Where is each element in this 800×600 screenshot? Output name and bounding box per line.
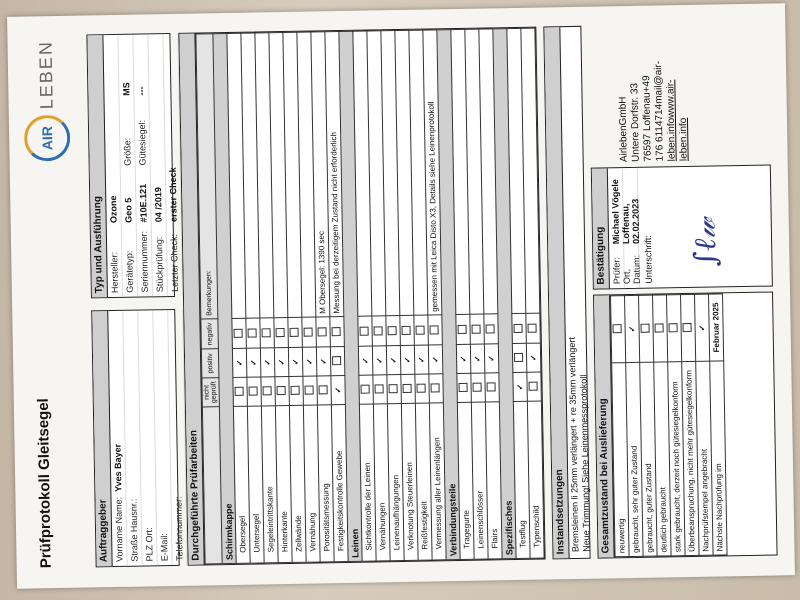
check-label: Flairs xyxy=(485,402,502,559)
checkbox-ng[interactable] xyxy=(401,374,416,403)
empty-checkbox[interactable] xyxy=(459,383,468,392)
check-label: Sichtkontrolle der Leinen xyxy=(359,404,376,561)
checkbox-neg[interactable] xyxy=(386,316,401,346)
typ-box xyxy=(86,33,180,298)
zustand-label: deutlich gebraucht xyxy=(654,362,671,556)
checkbox-neg[interactable] xyxy=(484,314,499,344)
kv-row: Letzter Check: erster Check xyxy=(163,34,183,296)
check-label: Vernähung xyxy=(303,405,320,562)
empty-checkbox[interactable] xyxy=(683,323,692,332)
col-bemerkungen: Bemerkungen: xyxy=(196,34,218,320)
empty-checkbox[interactable] xyxy=(319,386,328,395)
kv-row: Straße Hausnr.: xyxy=(123,311,142,566)
instandsetzungen-header: Instandsetzungen xyxy=(544,27,569,558)
check-label: Vernähungen xyxy=(373,404,390,561)
pruefer-row: Prüfer: Michael Vögele xyxy=(608,168,625,288)
zustand-mark[interactable] xyxy=(667,295,682,362)
check-label: Typenschild xyxy=(527,401,544,558)
checkbox-neg[interactable] xyxy=(414,315,429,345)
company-line: leben.infowww.air- xyxy=(665,79,678,162)
empty-checkbox[interactable] xyxy=(263,387,272,396)
checkbox-neg[interactable] xyxy=(316,317,331,347)
empty-checkbox[interactable] xyxy=(641,324,650,333)
col-positiv: positiv xyxy=(201,349,219,378)
check-note: M Obersegel: 1390 sec xyxy=(311,32,330,318)
empty-checkbox[interactable] xyxy=(248,329,257,338)
section-label: Verbindungsteile xyxy=(437,30,460,560)
empty-checkbox[interactable] xyxy=(361,385,370,394)
section-label: Leinen xyxy=(339,31,362,561)
checkbox-pos[interactable]: ✓ xyxy=(274,347,289,376)
empty-checkbox[interactable] xyxy=(305,386,314,395)
empty-checkbox[interactable] xyxy=(431,384,440,393)
zustand-label: Nachprüfstempel angebracht xyxy=(696,361,713,555)
kv-row: Gerätetyp: Geo 5 Größe: MS xyxy=(118,35,138,297)
checkbox-ng[interactable]: ✓ xyxy=(331,375,346,404)
checkbox-neg[interactable] xyxy=(274,318,289,348)
checkbox-pos[interactable]: ✓ xyxy=(232,348,247,377)
empty-checkbox[interactable] xyxy=(262,329,271,338)
checkbox-pos[interactable] xyxy=(330,346,345,375)
checks-table xyxy=(195,28,544,565)
empty-checkbox[interactable] xyxy=(388,326,397,335)
gesamtzustand-table xyxy=(610,293,728,557)
empty-checkbox[interactable] xyxy=(277,387,286,396)
check-label: Tragegurte xyxy=(457,402,474,559)
checkbox-neg[interactable] xyxy=(512,314,527,344)
col-nicht-geprueft: nicht geprüft xyxy=(202,378,220,407)
bestaetigung-box xyxy=(591,165,773,290)
auftraggeber-header: Auftraggeber xyxy=(92,311,112,566)
zustand-mark[interactable] xyxy=(611,296,626,363)
checkbox-ng[interactable] xyxy=(527,372,542,401)
bestaetigung-header: Bestätigung xyxy=(592,168,610,288)
checkbox-neg[interactable] xyxy=(526,314,541,344)
empty-checkbox[interactable] xyxy=(402,326,411,335)
checkbox-ng[interactable] xyxy=(359,375,374,404)
check-label: Testflug xyxy=(513,401,530,558)
checkbox-ng[interactable] xyxy=(303,376,318,405)
checkbox-ng[interactable] xyxy=(317,376,332,405)
zustand-label: stark gebraucht, derzeit noch gütesiegelkonform xyxy=(668,362,685,556)
empty-checkbox[interactable] xyxy=(486,325,495,334)
empty-checkbox[interactable] xyxy=(655,324,664,333)
empty-checkbox[interactable] xyxy=(528,324,537,333)
empty-checkbox[interactable] xyxy=(417,384,426,393)
zustand-mark[interactable] xyxy=(639,295,654,362)
check-note: Messung bei derzeitigem Zustand nicht erforderlich xyxy=(325,32,344,318)
zustand-mark[interactable]: ✓ xyxy=(625,295,640,362)
col-negativ: negativ xyxy=(201,319,219,349)
checkbox-ng[interactable]: ✓ xyxy=(513,372,528,401)
checkbox-neg[interactable] xyxy=(330,317,345,347)
check-label: Porositätsmessung xyxy=(317,405,334,562)
zustand-label: neuwertig xyxy=(612,363,629,557)
empty-checkbox[interactable] xyxy=(290,328,299,337)
kv-row: Vorname Name: Yves Bayer xyxy=(108,311,127,566)
empty-checkbox[interactable] xyxy=(332,327,341,336)
checkbox-ng[interactable] xyxy=(387,375,402,404)
instandsetzungen-line: Neue Trimmung! Siehe Leinenmessprotokoll xyxy=(578,374,592,552)
empty-checkbox[interactable] xyxy=(458,325,467,334)
zustand-mark[interactable]: ✓ xyxy=(695,294,710,361)
kv-row: Hersteller: Ozone xyxy=(103,35,123,297)
kv-row: Stückprüfung: 04 /2019 xyxy=(148,34,168,296)
zustand-label: gebraucht, guter Zustand xyxy=(640,362,657,556)
instandsetzungen-box xyxy=(543,26,590,560)
empty-checkbox[interactable] xyxy=(389,385,398,394)
company-line: Untere Dorfstr. 33 xyxy=(629,82,642,162)
typ-header: Typ und Ausführung xyxy=(87,35,108,297)
instandsetzungen-line: Bremsleinen li 25mm verlängert + re 35mm verlängert xyxy=(566,337,581,553)
signature: ∫ℓ𝓌 xyxy=(687,217,724,267)
checkbox-pos[interactable]: ✓ xyxy=(428,345,443,374)
empty-checkbox[interactable] xyxy=(514,324,523,333)
checkbox-neg[interactable] xyxy=(372,316,387,346)
empty-checkbox[interactable] xyxy=(291,386,300,395)
checkbox-neg[interactable] xyxy=(400,316,415,346)
zustand-label: gebraucht, sehr guter Zustand xyxy=(626,362,643,556)
checkbox-pos[interactable]: ✓ xyxy=(484,344,499,373)
checkbox-pos[interactable]: ✓ xyxy=(400,345,415,374)
paper-sheet xyxy=(7,3,795,588)
empty-checkbox[interactable] xyxy=(669,324,678,333)
company-line: 76597 Loffenau+49 xyxy=(641,75,654,162)
checkbox-pos[interactable]: ✓ xyxy=(358,346,373,375)
kv-row: E-Mail: xyxy=(153,310,172,565)
unterschrift-label: Unterschrift: xyxy=(642,235,654,284)
checkbox-pos[interactable]: ✓ xyxy=(246,348,261,377)
company-line: 176 6114714mail@air- xyxy=(652,60,666,162)
zustand-mark[interactable]: Februar 2025 xyxy=(709,294,724,361)
empty-checkbox[interactable] xyxy=(529,382,538,391)
empty-checkbox[interactable] xyxy=(430,326,439,335)
checkbox-pos[interactable]: ✓ xyxy=(288,347,303,376)
empty-checkbox[interactable] xyxy=(613,325,622,334)
check-label: Verknotung Steuerleinen xyxy=(401,403,418,560)
company-line: leben.info xyxy=(677,117,690,162)
check-label: Obersegel xyxy=(233,406,250,563)
kv-row: Telefonnummer: xyxy=(168,310,187,565)
empty-checkbox[interactable] xyxy=(332,357,341,366)
empty-checkbox[interactable] xyxy=(473,383,482,392)
check-label: Zellwände xyxy=(289,405,306,562)
checkbox-neg[interactable] xyxy=(246,318,261,348)
empty-checkbox[interactable] xyxy=(304,328,313,337)
zustand-label: Nächste Nachprüfung im xyxy=(710,361,727,555)
empty-checkbox[interactable] xyxy=(375,385,384,394)
empty-checkbox[interactable] xyxy=(487,383,496,392)
check-label: Hinterkante xyxy=(275,405,292,562)
checkbox-ng[interactable] xyxy=(289,376,304,405)
checkbox-ng[interactable] xyxy=(471,373,486,402)
zustand-label: Überbeanspruchung, nicht mehr gütesiegelkonform xyxy=(682,361,699,555)
checkbox-ng[interactable] xyxy=(373,375,388,404)
checkbox-pos[interactable] xyxy=(512,343,527,372)
zustand-mark[interactable] xyxy=(681,294,696,361)
checkbox-pos[interactable]: ✓ xyxy=(470,344,485,373)
checkbox-pos[interactable]: ✓ xyxy=(316,347,331,376)
document-title: Prüfprotokoll Gleitsegel xyxy=(34,398,55,569)
empty-checkbox[interactable] xyxy=(360,327,369,336)
document-page xyxy=(16,9,786,582)
ort-datum-row: Ort, Datum: Loffenau, 02.02.2023 xyxy=(623,168,640,288)
checkbox-ng[interactable] xyxy=(247,377,262,406)
checkbox-neg[interactable] xyxy=(260,318,275,348)
checkbox-ng[interactable] xyxy=(457,373,472,402)
checkbox-pos[interactable]: ✓ xyxy=(456,344,471,373)
auftraggeber-box xyxy=(91,309,185,567)
checkbox-neg[interactable] xyxy=(302,317,317,347)
checkbox-pos[interactable]: ✓ xyxy=(414,345,429,374)
check-label: Vermessung aller Leinenlängen xyxy=(429,403,446,560)
check-note: gemessen mit Leica Disto X3, Details siehe Leinenprotokoll xyxy=(423,30,442,316)
logo-text: LEBEN xyxy=(34,39,57,110)
checkbox-pos[interactable]: ✓ xyxy=(372,346,387,375)
checkbox-pos[interactable]: ✓ xyxy=(260,348,275,377)
empty-checkbox[interactable] xyxy=(374,327,383,336)
checkbox-neg[interactable] xyxy=(288,318,303,348)
airleben-logo xyxy=(22,40,70,162)
checkbox-ng[interactable] xyxy=(233,377,248,406)
check-label: Leinenschlösser xyxy=(471,402,488,559)
empty-checkbox[interactable] xyxy=(235,387,244,396)
checkbox-pos[interactable]: ✓ xyxy=(526,343,541,372)
checkbox-neg[interactable] xyxy=(358,316,373,346)
check-label: Segeleintrittskante xyxy=(261,406,278,563)
checkbox-pos[interactable]: ✓ xyxy=(302,347,317,376)
company-address xyxy=(616,21,690,162)
empty-checkbox[interactable] xyxy=(403,384,412,393)
empty-checkbox[interactable] xyxy=(416,326,425,335)
zustand-mark[interactable] xyxy=(653,295,668,362)
section-label: Schirmkappe xyxy=(213,33,236,563)
checkbox-neg[interactable] xyxy=(456,315,471,345)
check-label: Reißfestigkeit xyxy=(415,403,432,560)
check-label: Leinenaufhängungen xyxy=(387,404,404,561)
gesamtzustand-box xyxy=(593,292,778,559)
empty-checkbox[interactable] xyxy=(472,325,481,334)
checkbox-neg[interactable] xyxy=(232,319,247,349)
checkbox-ng[interactable] xyxy=(275,376,290,405)
check-label: Festigkeitskontrolle Gewebe xyxy=(331,404,348,561)
gesamtzustand-header: Gesamtzustand bei Auslieferung xyxy=(594,295,615,557)
logo-mark: AIR xyxy=(24,115,71,162)
checkbox-neg[interactable] xyxy=(428,315,443,345)
checkbox-neg[interactable] xyxy=(470,314,485,344)
empty-checkbox[interactable] xyxy=(249,387,258,396)
checkbox-ng[interactable] xyxy=(485,373,500,402)
company-line: AirlebenGmbH xyxy=(617,96,630,163)
section-label: Spezifisches xyxy=(493,29,516,559)
checkbox-pos[interactable]: ✓ xyxy=(386,346,401,375)
checkbox-ng[interactable] xyxy=(415,374,430,403)
empty-checkbox[interactable] xyxy=(276,328,285,337)
kv-row: Seriennummer: #10E.121 Gütesiegel: --- xyxy=(133,34,153,296)
checkbox-ng[interactable] xyxy=(261,377,276,406)
checkbox-ng[interactable] xyxy=(429,374,444,403)
check-label: Untersegel xyxy=(247,406,264,563)
empty-checkbox[interactable] xyxy=(318,328,327,337)
checks-box xyxy=(178,27,545,566)
checks-header: Durchgeführte Prüfarbeiten xyxy=(179,34,204,565)
kv-row: PLZ Ort: xyxy=(138,310,157,565)
empty-checkbox[interactable] xyxy=(514,353,523,362)
empty-checkbox[interactable] xyxy=(234,329,243,338)
